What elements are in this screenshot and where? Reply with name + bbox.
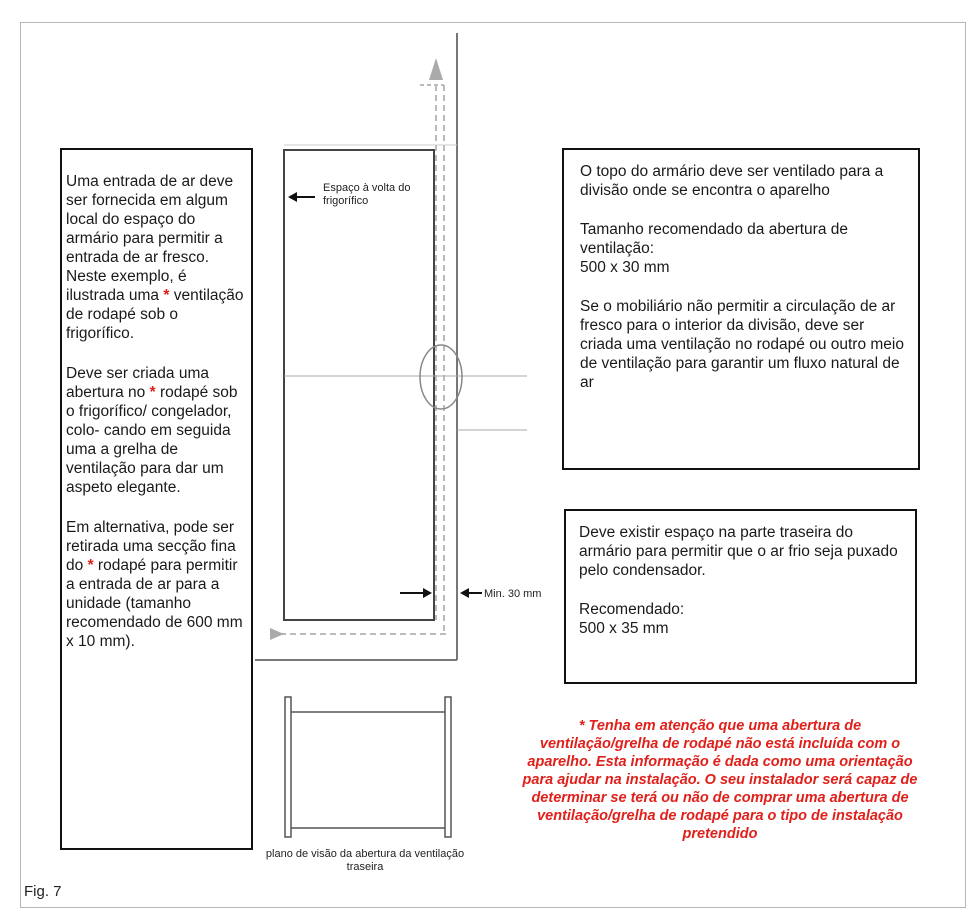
rear-space-recommended: Recomendado: 500 x 35 mm xyxy=(579,601,685,637)
figure-label: Fig. 7 xyxy=(24,883,62,900)
min-gap-label: Min. 30 mm xyxy=(484,588,542,600)
fridge-outline xyxy=(284,150,434,620)
rear-vent-caption: plano de visão da abertura da ventilação traseira xyxy=(265,848,465,873)
top-vent-circulation-paragraph: Se o mobiliário não permitir a circulação de ar fresco para o interior da divisão, deve ser criada uma ventilação no rodapé ou outro meio de ventilação para garantir um fluxo natural de ar xyxy=(580,298,904,391)
min-gap-arrow-right-head xyxy=(460,588,469,598)
rear-space-info-box xyxy=(564,509,917,684)
top-vent-size: Tamanho recomendado da abertura de ventilação: 500 x 30 mm xyxy=(580,221,848,276)
space-arrow-head xyxy=(288,192,297,202)
airflow-inlet-arrowhead xyxy=(270,628,284,640)
space-around-fridge-label: Espaço à volta do frigorífico xyxy=(323,182,411,207)
rear-space-paragraph: Deve existir espaço na parte traseira do armário para permitir que o ar frio seja puxado pelo condensador. xyxy=(579,524,898,579)
installation-note: * Tenha em atenção que uma abertura de ventilação/grelha de rodapé não está incluída com o aparelho. Esta informação é dada como uma orientação para ajudar na instalação. O seu instalador será capaz de determinar se terá ou não de comprar uma abertura de ventilação/grelha de rodapé para o tipo de instalação pretendido xyxy=(522,718,918,842)
air-inlet-info-box xyxy=(60,148,253,850)
airflow-outlet-arrowhead xyxy=(429,58,443,80)
top-ventilation-info-box xyxy=(562,148,920,470)
rear-vent-left-post xyxy=(285,697,291,837)
left-paragraph-2: Deve ser criada uma abertura no * rodapé sob o frigorífico/ congelador, colo- cando em seguida uma a grelha de ventilação para dar um aspeto elegante. xyxy=(66,365,238,496)
top-vent-paragraph: O topo do armário deve ser ventilado para a divisão onde se encontra o aparelho xyxy=(580,163,884,199)
left-paragraph-1: Uma entrada de ar deve ser fornecida em algum local do espaço do armário para permitir a entrada de ar fresco. Neste exemplo, é ilustrada uma * ventilação de rodapé sob o frigorífico. xyxy=(66,173,244,342)
detail-circle xyxy=(420,345,462,409)
min-gap-arrow-left-head xyxy=(423,588,432,598)
rear-vent-right-post xyxy=(445,697,451,837)
left-paragraph-3: Em alternativa, pode ser retirada uma secção fina do * rodapé para permitir a entrada de ar para a unidade (tamanho recomendado de 600 mm x 10 mm). xyxy=(66,519,243,650)
